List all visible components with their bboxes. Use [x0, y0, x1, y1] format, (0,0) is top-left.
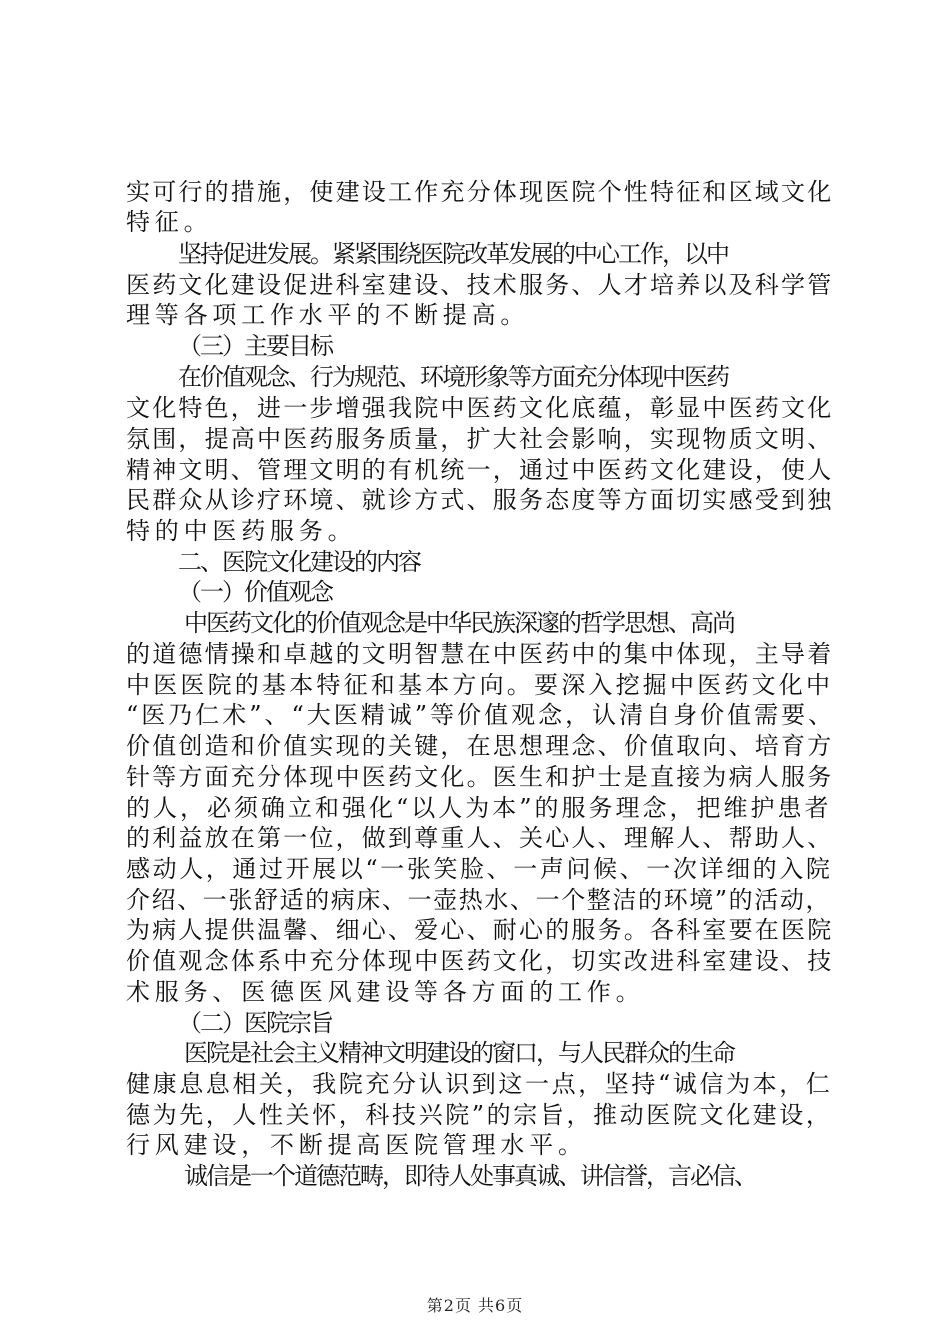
text-line: 民群众从诊疗环境、就诊方式、服务态度等方面切实感受到独	[126, 486, 834, 514]
text-line: 的人，必须确立和强化“以人为本”的服务理念，把维护患者	[126, 794, 832, 822]
text-line: 介绍、一张舒适的病床、一壶热水、一个整洁的环境”的活动，	[126, 886, 832, 914]
text-line: “医乃仁术”、“大医精诚”等价值观念，认清自身价值需要、	[126, 701, 836, 729]
section-heading-2: 二、医院文化建设的内容	[178, 548, 420, 576]
text-line: 的道德情操和卓越的文明智慧在中医药中的集中体现，主导着	[126, 640, 834, 668]
text-line: 为病人提供温馨、细心、爱心、耐心的服务。各科室要在医院	[126, 916, 834, 944]
text-line: 精神文明、管理文明的有机统一，通过中医药文化建设，使人	[126, 456, 834, 484]
paragraph-start: 医院是社会主义精神文明建设的窗口，与人民群众的生命	[184, 1039, 734, 1067]
section-heading-3: （三）主要目标	[178, 332, 332, 360]
section-heading-1: （二）医院宗旨	[178, 1009, 332, 1037]
paragraph-start: 坚持促进发展。紧紧围绕医院改革发展的中心工作，以中	[178, 240, 728, 268]
text-line: 氛围，提高中医药服务质量，扩大社会影响，实现物质文明、	[126, 425, 834, 453]
text-line: 感动人，通过开展以“一张笑脸、一声问候、一次详细的入院	[126, 855, 833, 883]
text-line: 特征。	[126, 208, 213, 236]
text-line: 中医医院的基本特征和基本方向。要深入挖掘中医药文化中	[126, 671, 834, 699]
text-line: 特的中医药服务。	[126, 517, 357, 545]
text-line: 健康息息相关，我院充分认识到这一点，坚持“诚信为本，仁	[126, 1070, 833, 1098]
paragraph-start: 中医药文化的价值观念是中华民族深邃的哲学思想、高尚	[184, 609, 734, 637]
text-line: 价值观念体系中充分体现中医药文化，切实改进科室建设、技	[126, 947, 834, 975]
text-line: 医药文化建设促进科室建设、技术服务、人才培养以及科学管	[126, 271, 834, 299]
section-heading-1: （一）价值观念	[178, 578, 332, 606]
text-line: 行风建设，不断提高医院管理水平。	[126, 1131, 587, 1159]
text-line: 德为先，人性关怀，科技兴院”的宗旨，推动医院文化建设，	[126, 1101, 833, 1129]
text-line: 的利益放在第一位，做到尊重人、关心人、理解人、帮助人、	[126, 824, 834, 852]
text-line: 理等各项工作水平的不断提高。	[126, 301, 530, 329]
text-line: 术服务、医德医风建设等各方面的工作。	[126, 978, 645, 1006]
text-line: 文化特色，进一步增强我院中医药文化底蕴，彰显中医药文化	[126, 394, 834, 422]
text-line: 针等方面充分体现中医药文化。医生和护士是直接为病人服务	[126, 763, 834, 791]
paragraph-start: 诚信是一个道德范畴，即待人处事真诚、讲信誉，言必信、	[184, 1162, 756, 1190]
text-line: 价值创造和价值实现的关键，在思想理念、价值取向、培育方	[126, 732, 834, 760]
paragraph-start: 在价值观念、行为规范、环境形象等方面充分体现中医药	[178, 363, 728, 391]
page-number: 第2页 共6页	[426, 1296, 524, 1315]
text-line: 实可行的措施，使建设工作充分体现医院个性特征和区域文化	[126, 178, 834, 206]
